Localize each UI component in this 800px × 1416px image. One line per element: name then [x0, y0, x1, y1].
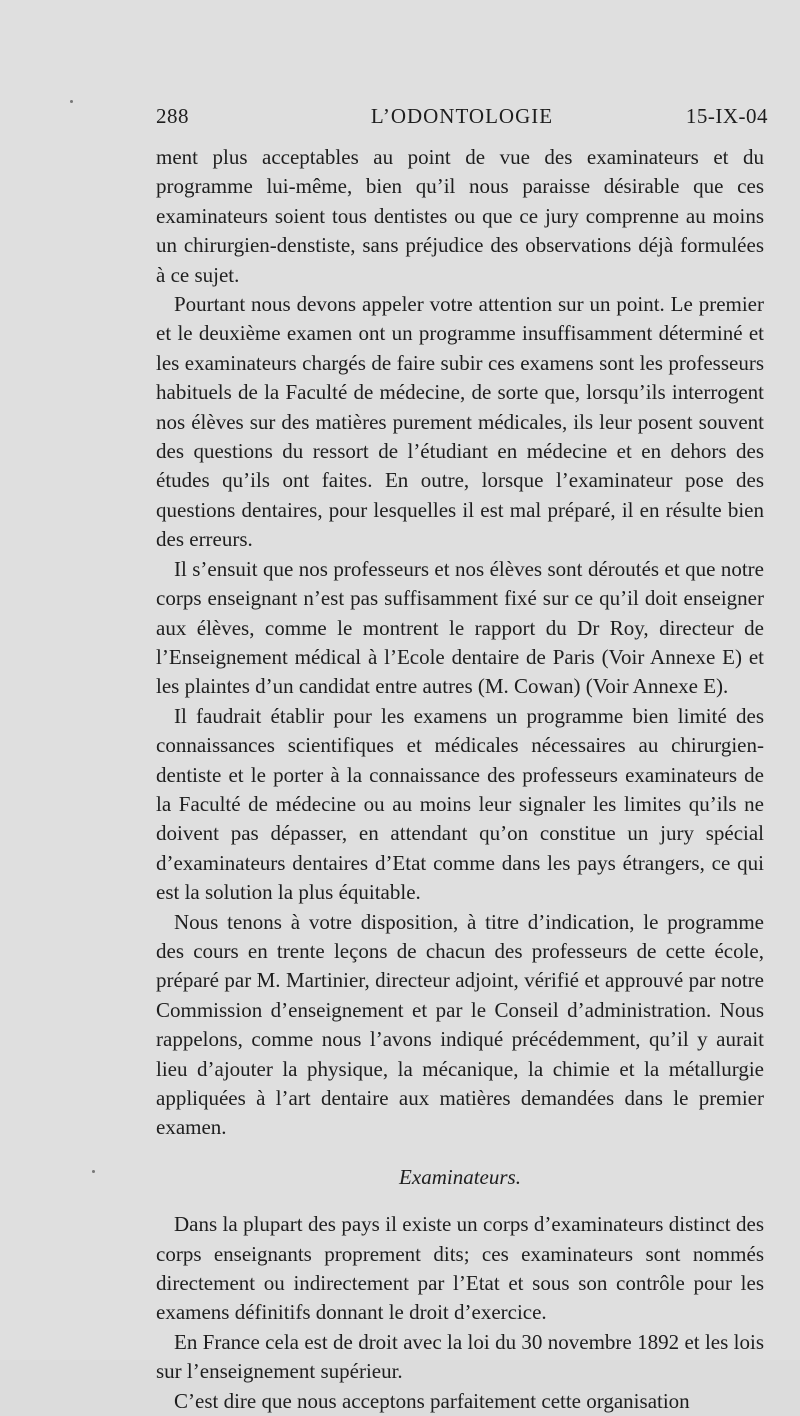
paragraph: Nous tenons à votre disposition, à titre d’indication, le programme des cours en trente leçons de chacun des professeurs de cette école, préparé par M. Martinier, directeur adjoint, vérifié et approuvé par notre Commission d’enseignement et par le Conseil d’administration. Nous rappelons, comme nous l’avons indiqué précédemment, qu’il y aurait lieu d’ajouter la physique, la mécanique, la chimie et la métallurgie appliquées à l’art dentaire aux matières demandées dans le premier examen.: [156, 909, 764, 1140]
issue-date: 15-IX-04: [685, 104, 768, 128]
paragraph: Il s’ensuit que nos professeurs et nos élèves sont déroutés et que notre corps enseignant n’est pas suffisamment fixé sur ce qu’il doit enseigner aux élèves, comme le montrent le rapport du Dr Roy, directeur de l’Enseignement médical à l’Ecole dentaire de Paris (Voir Annexe E) et les plaintes d’un candidat entre autres (M. Cowan) (Voir Annexe E).: [156, 556, 764, 699]
paragraph: Dans la plupart des pays il existe un corps d’examinateurs distinct des corps enseignants proprement dits; ces examinateurs sont nommés directement ou indirectement par l’Etat et sous son contrôle pour les examens définitifs donnant le droit d’exercice.: [156, 1212, 764, 1325]
paper-speck: [92, 1170, 95, 1173]
paper-speck: [70, 100, 73, 103]
paragraph-continuation: ment plus acceptables au point de vue des examinateurs et du programme lui-même, bien qu’il nous paraisse désirable que ces examinateurs soient tous dentistes ou que ce jury comprenne au moins un chirurgien-denstiste, sans préjudice des observations déjà formulées à ce sujet.: [156, 145, 764, 287]
body-text: [156, 143, 764, 1416]
paragraph: En France cela est de droit avec la loi du 30 novembre 1892 et les lois sur l’enseignement supérieur.: [156, 1329, 764, 1384]
paragraph: C’est dire que nous acceptons parfaitement cette organisation: [174, 1388, 690, 1413]
page-number: 288: [156, 104, 189, 128]
running-header: [156, 104, 768, 140]
paragraph: Pourtant nous devons appeler votre attention sur un point. Le premier et le deuxième examen ont un programme insuffisamment déterminé et les examinateurs chargés de faire subir ces examens sont les professeurs habituels de la Faculté de médecine, de sorte que, lorsqu’ils interrogent nos élèves sur des matières purement médicales, ils leur posent souvent des questions du ressort de l’étudiant en médecine et en dehors des études qu’ils ont faites. En outre, lorsque l’examinateur pose des questions dentaires, pour lesquelles il est mal préparé, il en résulte bien des erreurs.: [156, 292, 764, 552]
section-heading: Examinateurs.: [399, 1164, 521, 1189]
journal-title: L’ODONTOLOGIE: [370, 104, 554, 128]
paragraph: Il faudrait établir pour les examens un programme bien limité des connaissances scientifiques et médicales nécessaires au chirurgien-dentiste et le porter à la connaissance des professeurs examinateurs de la Faculté de médecine ou au moins leur signaler les limites qu’ils ne doivent pas dépasser, en attendant qu’on constitue un jury spécial d’examinateurs dentaires d’Etat comme dans les pays étrangers, ce qui est la solution la plus équitable.: [156, 703, 764, 905]
